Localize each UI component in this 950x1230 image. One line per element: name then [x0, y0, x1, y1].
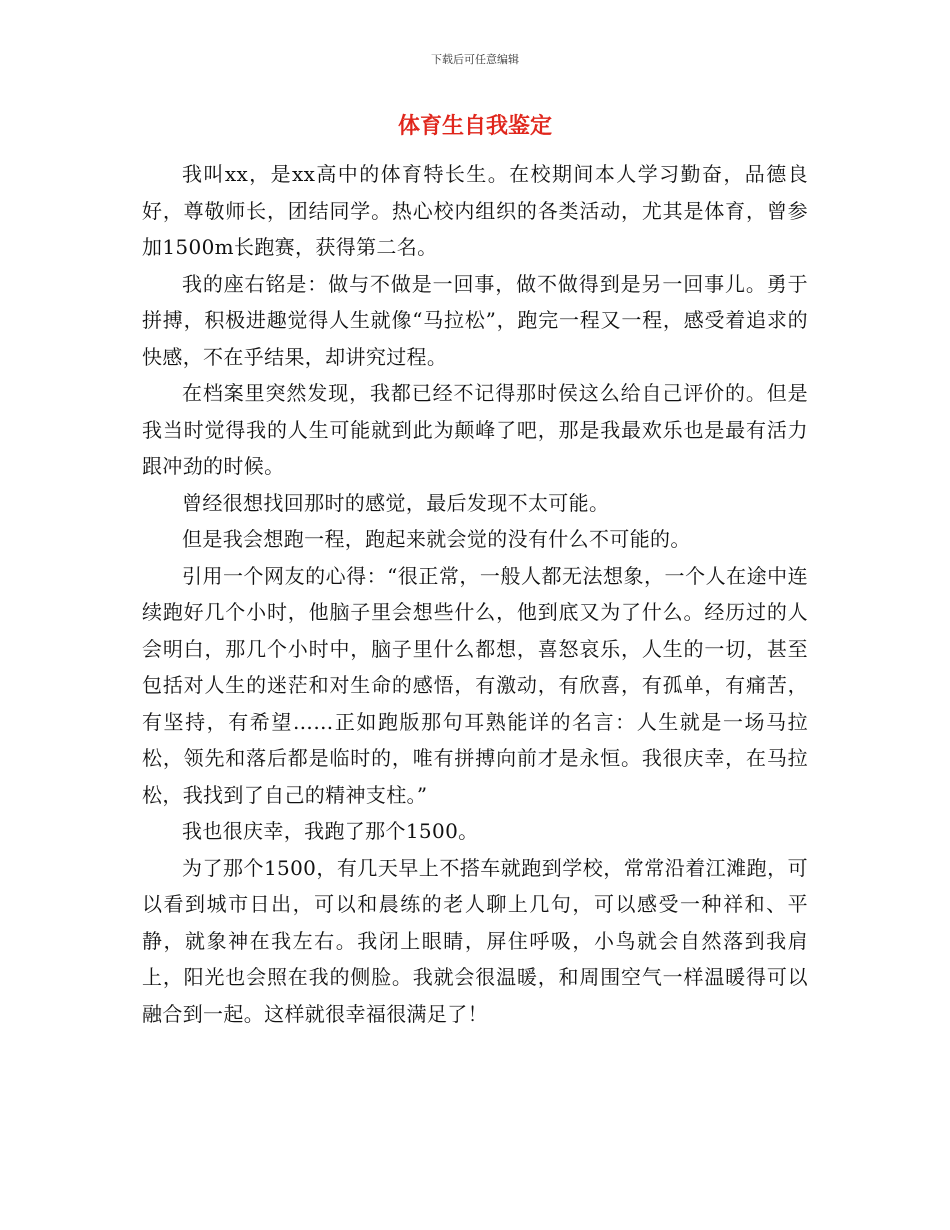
document-title: 体育生自我鉴定	[397, 114, 552, 139]
paragraph-intro: 我叫xx，是xx高中的体育特长生。在校期间本人学习勤奋，品德良好，尊敬师长，团结同学。热心校内组织的各类活动，尤其是体育，曾参加1500m长跑赛，获得第二名。	[142, 162, 808, 259]
paragraph-archive: 在档案里突然发现，我都已经不记得那时侯这么给自己评价的。但是我当时觉得我的人生可能就到此为颠峰了吧，那是我最欢乐也是最有活力跟冲劲的时候。	[142, 381, 808, 478]
page-header-note: 下载后可任意编辑	[431, 53, 519, 66]
paragraph-quote: 引用一个网友的心得：“很正常，一般人都无法想象，一个人在途中连续跑好几个小时，他脑子里会想些什么，他到底又为了什么。经历过的人会明白，那几个小时中，脑子里什么都想，喜怒哀乐，人生的一切，甚至包括对人生的迷茫和对生命的感悟，有激动，有欣喜，有孤单，有痛苦，有坚持，有希望……正如跑版那句耳熟能详的名言：人生就是一场马拉松，领先和落后都是临时的，唯有拼搏向前才是永恒。我很庆幸，在马拉松，我找到了自己的精神支柱。”	[142, 563, 808, 807]
paragraph-recall: 曾经很想找回那时的感觉，最后发现不太可能。	[182, 490, 610, 515]
document-body	[142, 156, 808, 1032]
paragraph-lucky: 我也很庆幸，我跑了那个1500。	[182, 819, 479, 843]
paragraph-run: 但是我会想跑一程，跑起来就会觉的没有什么不可能的。	[182, 527, 691, 551]
paragraph-morning: 为了那个1500，有几天早上不搭车就跑到学校，常常沿着江滩跑，可以看到城市日出，可以和晨练的老人聊上几句，可以感受一种祥和、平静，就象神在我左右。我闭上眼睛，屏住呼吸，小鸟就会自然落到我肩上，阳光也会照在我的侧脸。我就会很温暖，和周围空气一样温暖得可以融合到一起。这样就很幸福很满足了！	[142, 855, 808, 1026]
paragraph-motto: 我的座右铭是：做与不做是一回事，做不做得到是另一回事儿。勇于拼搏，积极进趣觉得人生就像“马拉松”，跑完一程又一程，感受着追求的快感，不在乎结果，却讲究过程。	[142, 271, 808, 369]
